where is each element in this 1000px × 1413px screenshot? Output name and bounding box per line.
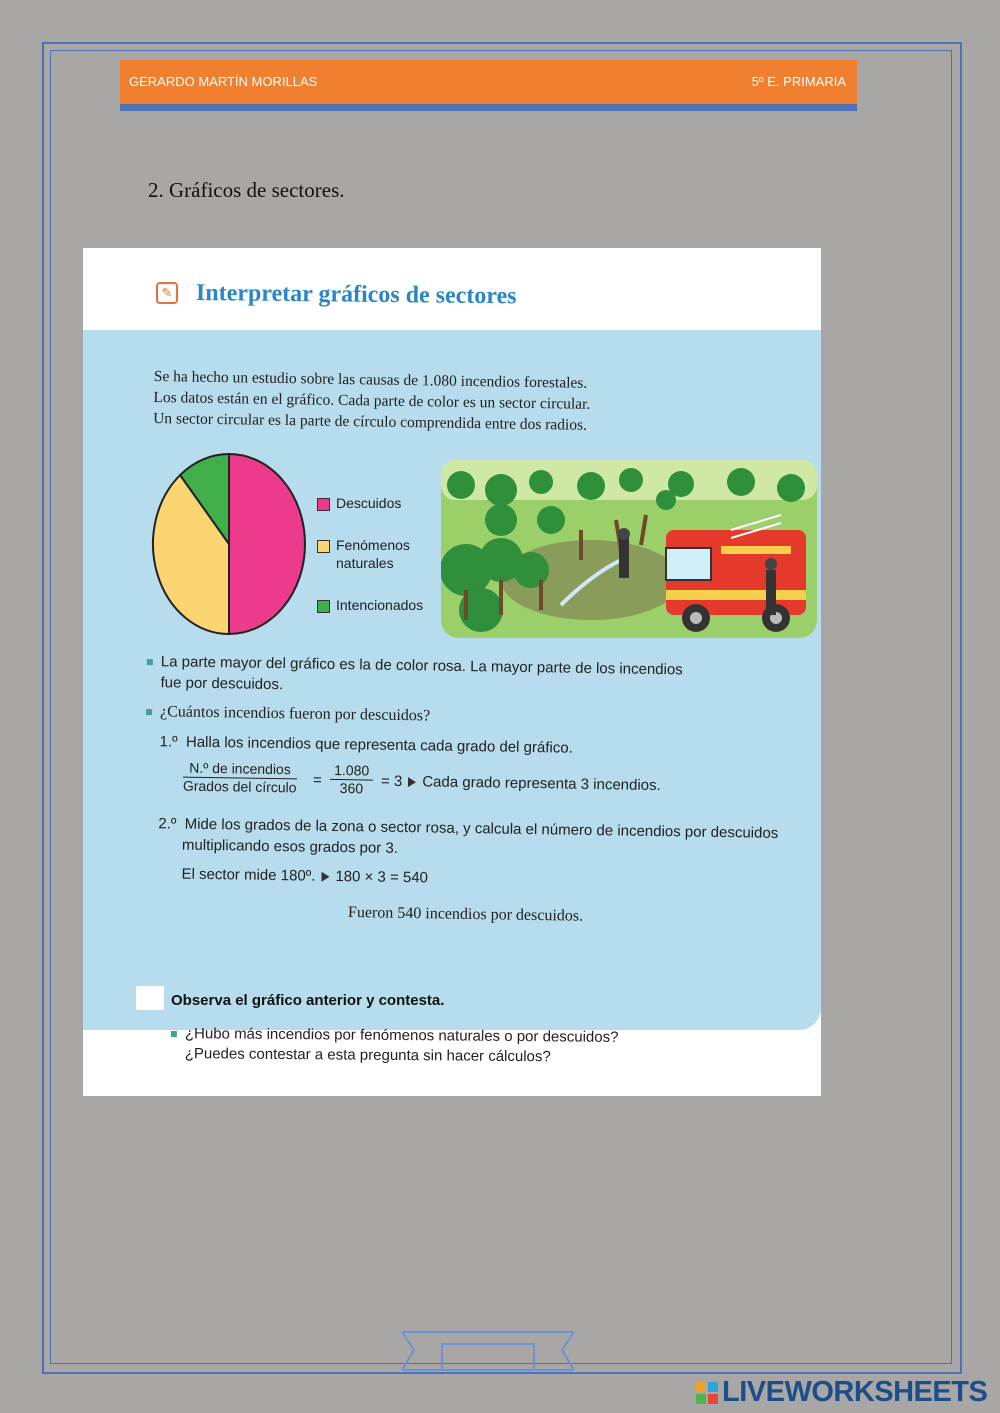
calc-left: El sector mide 180º. [181, 865, 316, 885]
result-text: Cada grado representa 3 incendios. [422, 773, 661, 795]
step-text: Mide los grados de la zona o sector rosa, y calcula el número de incendios por descuidos [184, 815, 779, 842]
answer-input[interactable] [160, 1066, 650, 1096]
legend-label: Descuidos [336, 495, 402, 511]
fraction-numerator: N.º de incendios [183, 760, 297, 780]
fraction-numerator: 1.080 [330, 762, 373, 781]
lesson-title: Interpretar gráficos de sectores [195, 280, 517, 310]
step-text: Halla los incendios que representa cada grado del gráfico. [185, 733, 573, 757]
bullet-text: La parte mayor del gráfico es la de color rosa. La mayor parte de los incendios [160, 653, 683, 679]
fraction-denominator: Grados del círculo [182, 777, 297, 796]
exercise-title: Observa el gráfico anterior y contesta. [171, 992, 445, 1009]
exercise-question [171, 1024, 619, 1068]
footer-ribbon [402, 1330, 574, 1380]
grade-label: 5º E. PRIMARIA [751, 74, 846, 89]
legend-swatch-green [317, 600, 330, 613]
bullet-marker [146, 709, 152, 715]
answer-box-number[interactable] [136, 986, 164, 1010]
legend-label: Intencionados [336, 597, 424, 613]
pie-chart [151, 452, 307, 636]
intro-line: Se ha hecho un estudio sobre las causas de 1.080 incendios forestales. [153, 367, 588, 392]
legend-swatch-pink [317, 498, 330, 511]
legend-label: Fenómenos [336, 537, 410, 553]
step-number: 1.º [159, 733, 178, 751]
arrow-icon [408, 777, 416, 787]
bullet-marker [171, 1031, 177, 1037]
author-name: GERARDO MARTÍN MORILLAS [129, 74, 318, 89]
arrow-icon [321, 872, 329, 882]
section-title: 2. Gráficos de sectores. [148, 178, 345, 202]
intro-line: Los datos están en el gráfico. Cada parte de color es un sector circular. [153, 388, 591, 413]
bullet-question: ¿Cuántos incendios fueron por descuidos? [159, 703, 431, 725]
calc-right: 180 × 3 = 540 [335, 867, 429, 887]
question-line-cont: ¿Puedes contestar a esta pregunta sin hacer cálculos? [184, 1045, 551, 1066]
fraction-1080-360 [330, 762, 374, 797]
legend-fenomenos [317, 536, 410, 572]
brand-name: LIVEWORKSHEETS [722, 1376, 988, 1408]
step-number: 2.º [158, 815, 177, 833]
legend-label-cont: naturales [336, 555, 394, 571]
intro-line: Un sector circular es la parte de círculo comprendida entre dos radios. [153, 409, 588, 434]
legend-intencionados [317, 596, 423, 614]
question-text: ¿Hubo más incendios por fenómenos naturales o por descuidos? [184, 1025, 619, 1046]
equals-sign: = [312, 771, 322, 789]
header-bar [120, 60, 857, 111]
pie-slice-descuidos [229, 454, 305, 634]
forest-fire-illustration [441, 460, 817, 638]
bullet-marker [147, 659, 153, 665]
intro-text [153, 366, 674, 437]
bullet-text-cont: fue por descuidos. [160, 674, 284, 694]
liveworksheets-brand [696, 1376, 987, 1409]
legend-swatch-yellow [317, 540, 330, 553]
pencil-icon: ✎ [156, 282, 178, 304]
liveworksheets-logo-icon [696, 1382, 718, 1404]
fraction-denominator: 360 [339, 780, 364, 797]
result-value: = 3 [380, 772, 403, 791]
step-text-cont: multiplicando esos grados por 3. [181, 836, 399, 857]
textbook-scan [83, 248, 821, 1096]
fraction-incendios-grados [183, 760, 297, 796]
legend-descuidos [317, 494, 401, 512]
conclusion: Fueron 540 incendios por descuidos. [347, 904, 584, 925]
